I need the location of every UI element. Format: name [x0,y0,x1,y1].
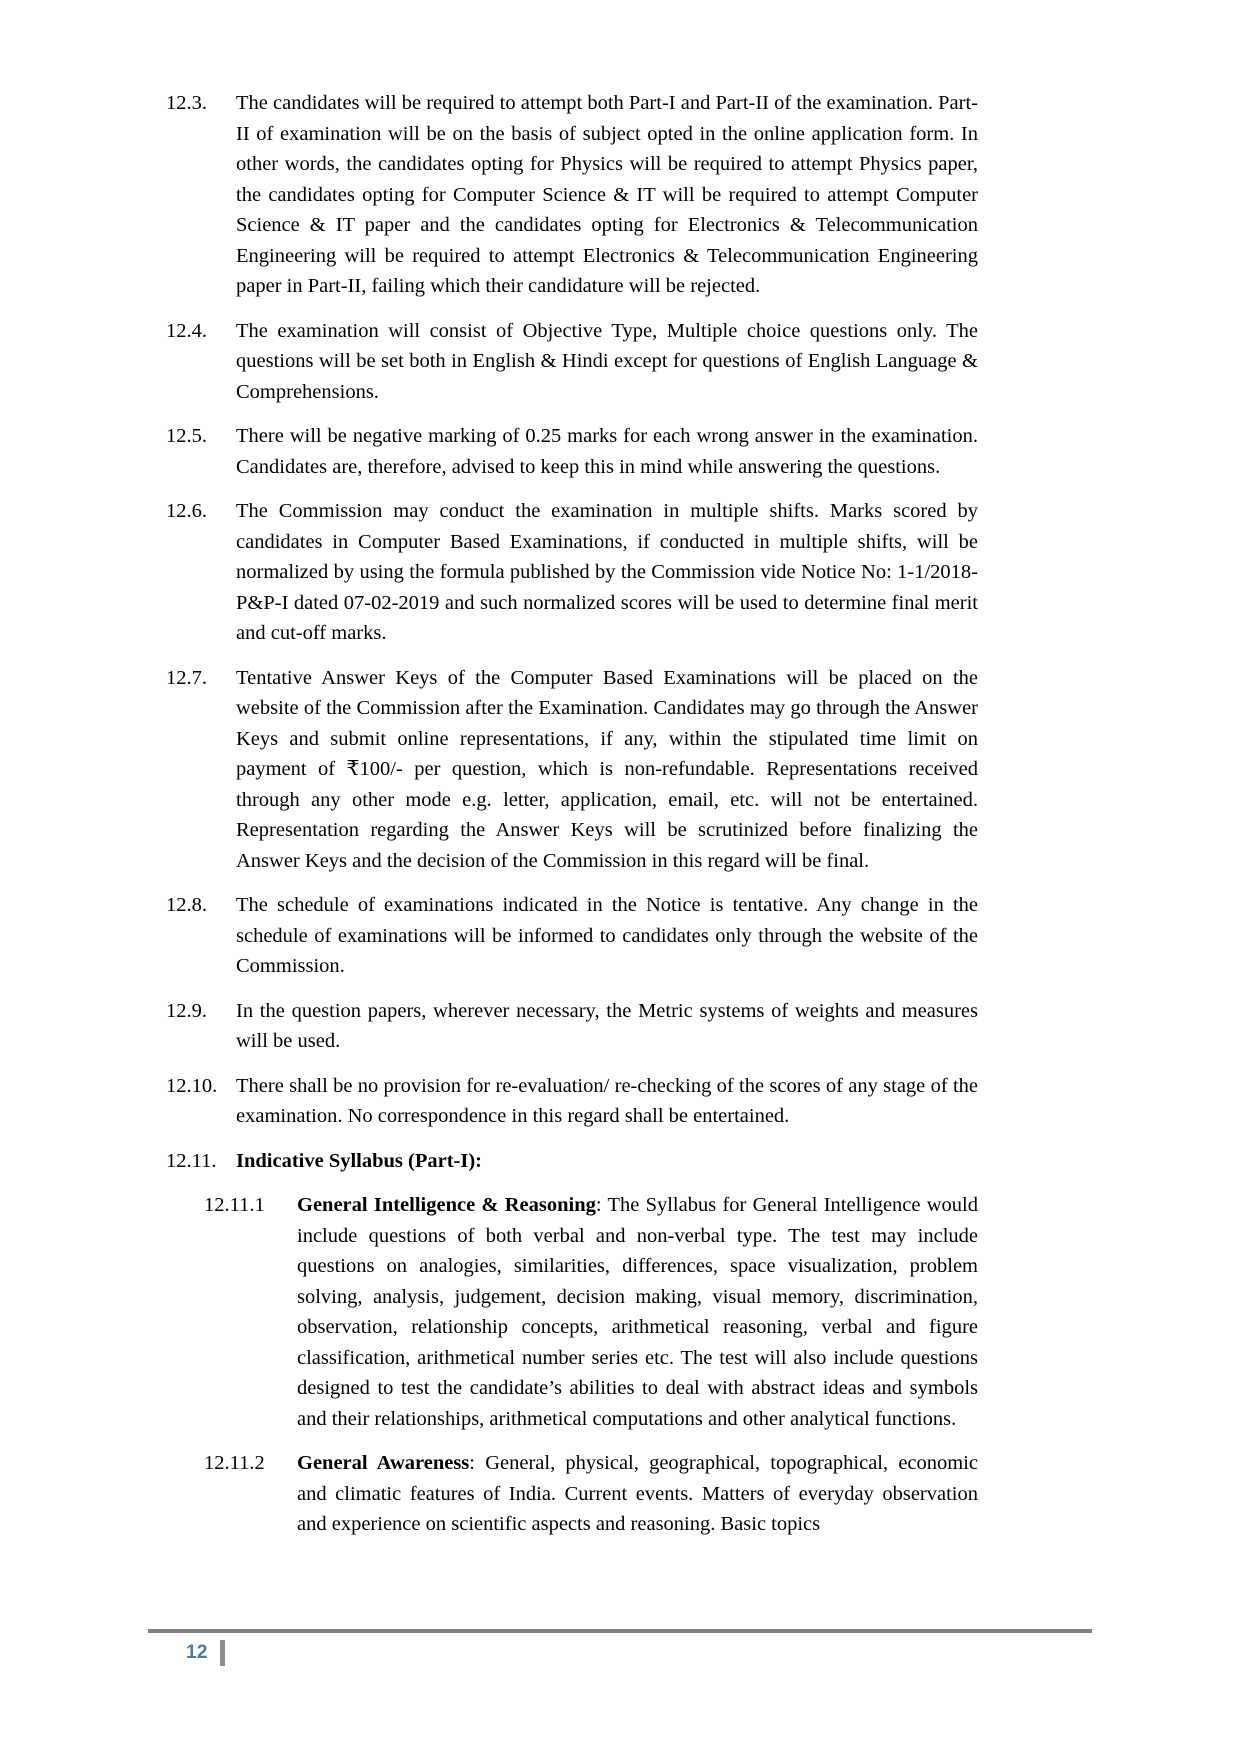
clause-12-11-2 [204,1448,978,1540]
clause-text [297,1448,978,1540]
footer-divider [148,1629,1092,1633]
syllabus-item-title: General Awareness [297,1452,470,1474]
clause-12-3 [166,88,978,302]
clause-number: 12.4. [166,319,207,342]
clause-text: The examination will consist of Objective Type, Multiple choice questions only. The questions will be set both in English & Hindi except for questions of English Language & Comprehensions. [236,319,978,403]
syllabus-item-title: General Intelligence & Reasoning [297,1194,596,1216]
clause-text: The candidates will be required to attempt both Part-I and Part-II of the examination. Part-II of examination will be on the basis of subject opted in the online application form. In other words, the candidates opting for Physics will be required to attempt Physics paper, the candidates opting for Computer Science & IT will be required to attempt Computer Science & IT paper and the candidates opting for Electronics & Telecommunication Engineering will be required to attempt Electronics & Telecommunication Engineering paper in Part-II, failing which their candidature will be rejected. [236,92,978,297]
clause-12-6 [166,496,978,649]
clause-12-7 [166,663,978,877]
syllabus-item-separator: : [595,1194,608,1216]
clause-12-8 [166,890,978,982]
clause-12-4 [166,316,978,408]
clause-text: There shall be no provision for re-evaluation/ re-checking of the scores of any stage of the examination. No correspondence in this regard shall be entertained. [236,1074,978,1127]
clause-text: The schedule of examinations indicated in the Notice is tentative. Any change in the schedule of examinations will be informed to candidates only through the website of the Commission. [236,894,978,977]
clause-number: 12.6. [166,500,207,522]
syllabus-item-separator: : [469,1452,486,1474]
syllabus-heading-title: Indicative Syllabus (Part-I): [236,1149,482,1172]
clause-12-11-1 [204,1190,978,1434]
clause-text: Tentative Answer Keys of the Computer Based Examinations will be placed on the website of the Commission after the Examination. Candidates may go through the Answer Keys and submit online representations, if any, within the stipulated time limit on payment of ₹100/- per question, which is non-refundable. Representations received through any other mode e.g. letter, application, email, etc. will not be entertained. Representation regarding the Answer Keys will be scrutinized before finalizing the Answer Keys and the decision of the Commission in this regard will be final. [236,666,978,872]
syllabus-item-body: The Syllabus for General Intelligence would include questions of both verbal and non-verbal type. The test may include questions on analogies, similarities, differences, space visualization, problem solving, analysis, judgement, decision making, visual memory, discrimination, observation, relationship concepts, arithmetical reasoning, verbal and figure classification, arithmetical number series etc. The test will also include questions designed to test the candidate’s abilities to deal with abstract ideas and symbols and their relationships, arithmetical computations and other analytical functions. [297,1194,978,1430]
clause-text [297,1190,978,1434]
clause-number: 12.5. [166,425,207,447]
clause-number: 12.8. [166,894,207,916]
clause-number: 12.7. [166,666,207,689]
clause-number: 12.11.2 [204,1452,265,1474]
clause-12-9 [166,996,978,1057]
footer-content [148,1639,1092,1667]
clause-number: 12.9. [166,999,207,1022]
clause-12-5 [166,421,978,482]
footer-accent-bar [220,1640,225,1666]
clause-number: 12.11. [166,1149,217,1172]
clause-text: There will be negative marking of 0.25 marks for each wrong answer in the examination. Candidates are, therefore, advised to keep this in mind while answering the questions. [236,425,978,478]
page-footer [148,1629,1092,1667]
syllabus-item-body: General, physical, geographical, topographical, economic and climatic features of India. Current events. Matters of everyday observation and experience on scientific aspects and reasoning. Basic topics [297,1452,979,1535]
clause-12-11-heading [166,1146,978,1177]
clause-number: 12.11.1 [204,1194,265,1216]
clause-text: The Commission may conduct the examination in multiple shifts. Marks scored by candidates in Computer Based Examinations, if conducted in multiple shifts, will be normalized by using the formula published by the Commission vide Notice No: 1-1/2018-P&P-I dated 07-02-2019 and such normalized scores will be used to determine final merit and cut-off marks. [236,500,978,644]
clause-number: 12.3. [166,92,207,114]
clause-number: 12.10. [166,1074,218,1097]
clause-text: In the question papers, wherever necessary, the Metric systems of weights and measures will be used. [236,999,978,1052]
page-number: 12 [186,1642,208,1663]
clause-12-10 [166,1071,978,1132]
page-content [166,88,978,1554]
